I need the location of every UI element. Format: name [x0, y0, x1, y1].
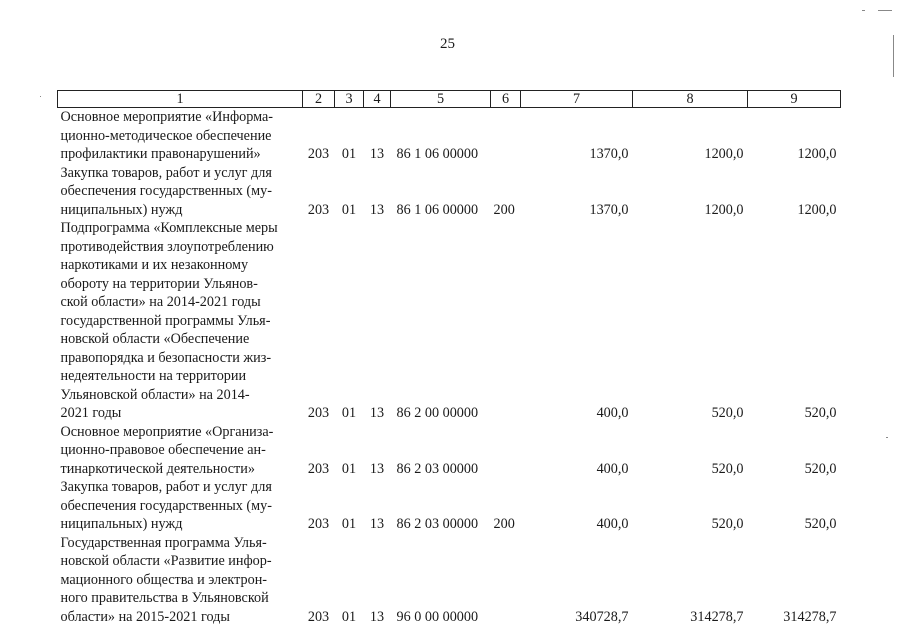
cell-expense-type: 200	[493, 516, 515, 532]
header-cell-4: 4	[364, 91, 391, 108]
cell-ministry: 203	[307, 516, 330, 532]
cell-amount-7: 1370,0	[589, 201, 629, 218]
row-name-line: ного правительства в Ульяновской	[60, 590, 269, 606]
cell-target-article: 86 2 03 00000	[396, 460, 479, 477]
cell-amount-9: 314278,7	[783, 608, 837, 625]
cell-amount-7: 340728,7	[575, 608, 629, 625]
cell-subsection: 13	[369, 460, 385, 477]
header-cell-6: 6	[491, 91, 521, 108]
budget-table	[57, 90, 841, 626]
table-row	[58, 423, 841, 479]
cell-expense-type	[491, 423, 521, 479]
cell-expense-type	[491, 219, 521, 423]
row-name-line: правопорядка и безопасности жиз-	[60, 349, 272, 366]
cell-expense-type: 200	[493, 201, 515, 218]
row-name-line: ниципальных) нужд	[60, 201, 183, 218]
scan-dot	[886, 437, 888, 438]
row-name-line: профилактики правонарушений»	[60, 146, 261, 162]
row-name	[58, 108, 303, 164]
cell-subsection: 13	[369, 201, 385, 218]
row-name	[58, 478, 303, 534]
cell-subsection: 13	[369, 146, 385, 162]
row-name-line: обеспечения государственных (му-	[60, 497, 272, 514]
cell-section: 01	[341, 516, 357, 532]
page-number: 25	[440, 36, 455, 52]
cell-target-article: 86 2 00 00000	[396, 405, 479, 421]
row-name-line: 2021 годы	[60, 405, 122, 421]
row-name-line: Основное мероприятие «Информа-	[60, 109, 274, 125]
header-cell-1: 1	[58, 91, 303, 108]
cell-ministry: 203	[307, 460, 330, 477]
cell-expense-type	[491, 108, 521, 164]
header-cell-2: 2	[303, 91, 335, 108]
cell-ministry: 203	[307, 146, 330, 162]
scan-edge-mark	[862, 10, 865, 11]
header-cell-7: 7	[521, 91, 633, 108]
cell-section: 01	[341, 201, 357, 218]
cell-target-article: 86 2 03 00000	[396, 516, 479, 532]
cell-ministry: 203	[307, 405, 330, 421]
row-name	[58, 219, 303, 423]
cell-amount-9: 1200,0	[797, 201, 837, 218]
row-name-line: новской области «Обеспечение	[60, 331, 250, 347]
cell-amount-8: 520,0	[711, 405, 744, 421]
cell-section: 01	[341, 608, 357, 625]
row-name-line: ской области» на 2014-2021 годы	[60, 294, 261, 310]
cell-section: 01	[341, 405, 357, 421]
row-name-line: ционно-методическое обеспечение	[60, 127, 272, 144]
cell-amount-8: 314278,7	[690, 608, 744, 625]
cell-section: 01	[341, 146, 357, 162]
row-name-line: области» на 2015-2021 годы	[60, 608, 230, 625]
cell-subsection: 13	[369, 608, 385, 625]
row-name-line: Подпрограмма «Комплексные меры	[60, 220, 278, 236]
table-row	[58, 534, 841, 627]
cell-amount-7: 1370,0	[589, 146, 629, 162]
row-name-line: мационного общества и электрон-	[60, 571, 268, 588]
cell-amount-8: 520,0	[711, 516, 744, 532]
row-name-line: ционно-правовое обеспечение ан-	[60, 442, 266, 458]
row-name-line: обеспечения государственных (му-	[60, 183, 272, 199]
scan-edge-mark	[893, 35, 894, 77]
row-name-line: Основное мероприятие «Организа-	[60, 423, 274, 440]
header-cell-5: 5	[391, 91, 491, 108]
cell-target-article: 96 0 00 00000	[396, 608, 479, 625]
cell-amount-8: 520,0	[711, 460, 744, 477]
cell-amount-8: 1200,0	[704, 201, 744, 218]
row-name-line: наркотиками и их незаконному	[60, 257, 249, 273]
table-row	[58, 108, 841, 164]
row-name-line: ниципальных) нужд	[60, 516, 183, 532]
header-row	[58, 91, 841, 108]
cell-target-article: 86 1 06 00000	[396, 146, 479, 162]
scan-edge-mark	[878, 10, 892, 11]
header-cell-8: 8	[633, 91, 748, 108]
cell-amount-7: 400,0	[596, 460, 629, 477]
cell-target-article: 86 1 06 00000	[396, 201, 479, 218]
row-name-line: противодействия злоупотреблению	[60, 238, 274, 255]
cell-subsection: 13	[369, 516, 385, 532]
row-name-line: тинаркотической деятельности»	[60, 460, 255, 477]
table-row	[58, 478, 841, 534]
cell-amount-7: 400,0	[596, 405, 629, 421]
cell-subsection: 13	[369, 405, 385, 421]
cell-amount-7: 400,0	[596, 516, 629, 532]
table-row	[58, 219, 841, 423]
row-name-line: Государственная программа Улья-	[60, 534, 267, 551]
row-name-line: Закупка товаров, работ и услуг для	[60, 164, 272, 181]
cell-section: 01	[341, 460, 357, 477]
scan-dot	[40, 96, 41, 97]
cell-ministry: 203	[307, 201, 330, 218]
row-name	[58, 534, 303, 627]
row-name	[58, 164, 303, 220]
cell-amount-8: 1200,0	[704, 146, 744, 162]
cell-expense-type	[491, 534, 521, 627]
header-cell-9: 9	[748, 91, 841, 108]
table-row	[58, 164, 841, 220]
cell-amount-9: 520,0	[804, 516, 837, 532]
row-name-line: Ульяновской области» на 2014-	[60, 386, 250, 403]
row-name-line: государственной программы Улья-	[60, 312, 271, 329]
row-name-line: Закупка товаров, работ и услуг для	[60, 479, 272, 495]
row-name-line: недеятельности на территории	[60, 368, 247, 384]
header-cell-3: 3	[335, 91, 364, 108]
row-name	[58, 423, 303, 479]
cell-amount-9: 520,0	[804, 460, 837, 477]
cell-ministry: 203	[307, 608, 330, 625]
row-name-line: новской области «Развитие инфор-	[60, 553, 272, 569]
cell-amount-9: 520,0	[804, 405, 837, 421]
row-name-line: обороту на территории Ульянов-	[60, 275, 258, 292]
cell-amount-9: 1200,0	[797, 146, 837, 162]
